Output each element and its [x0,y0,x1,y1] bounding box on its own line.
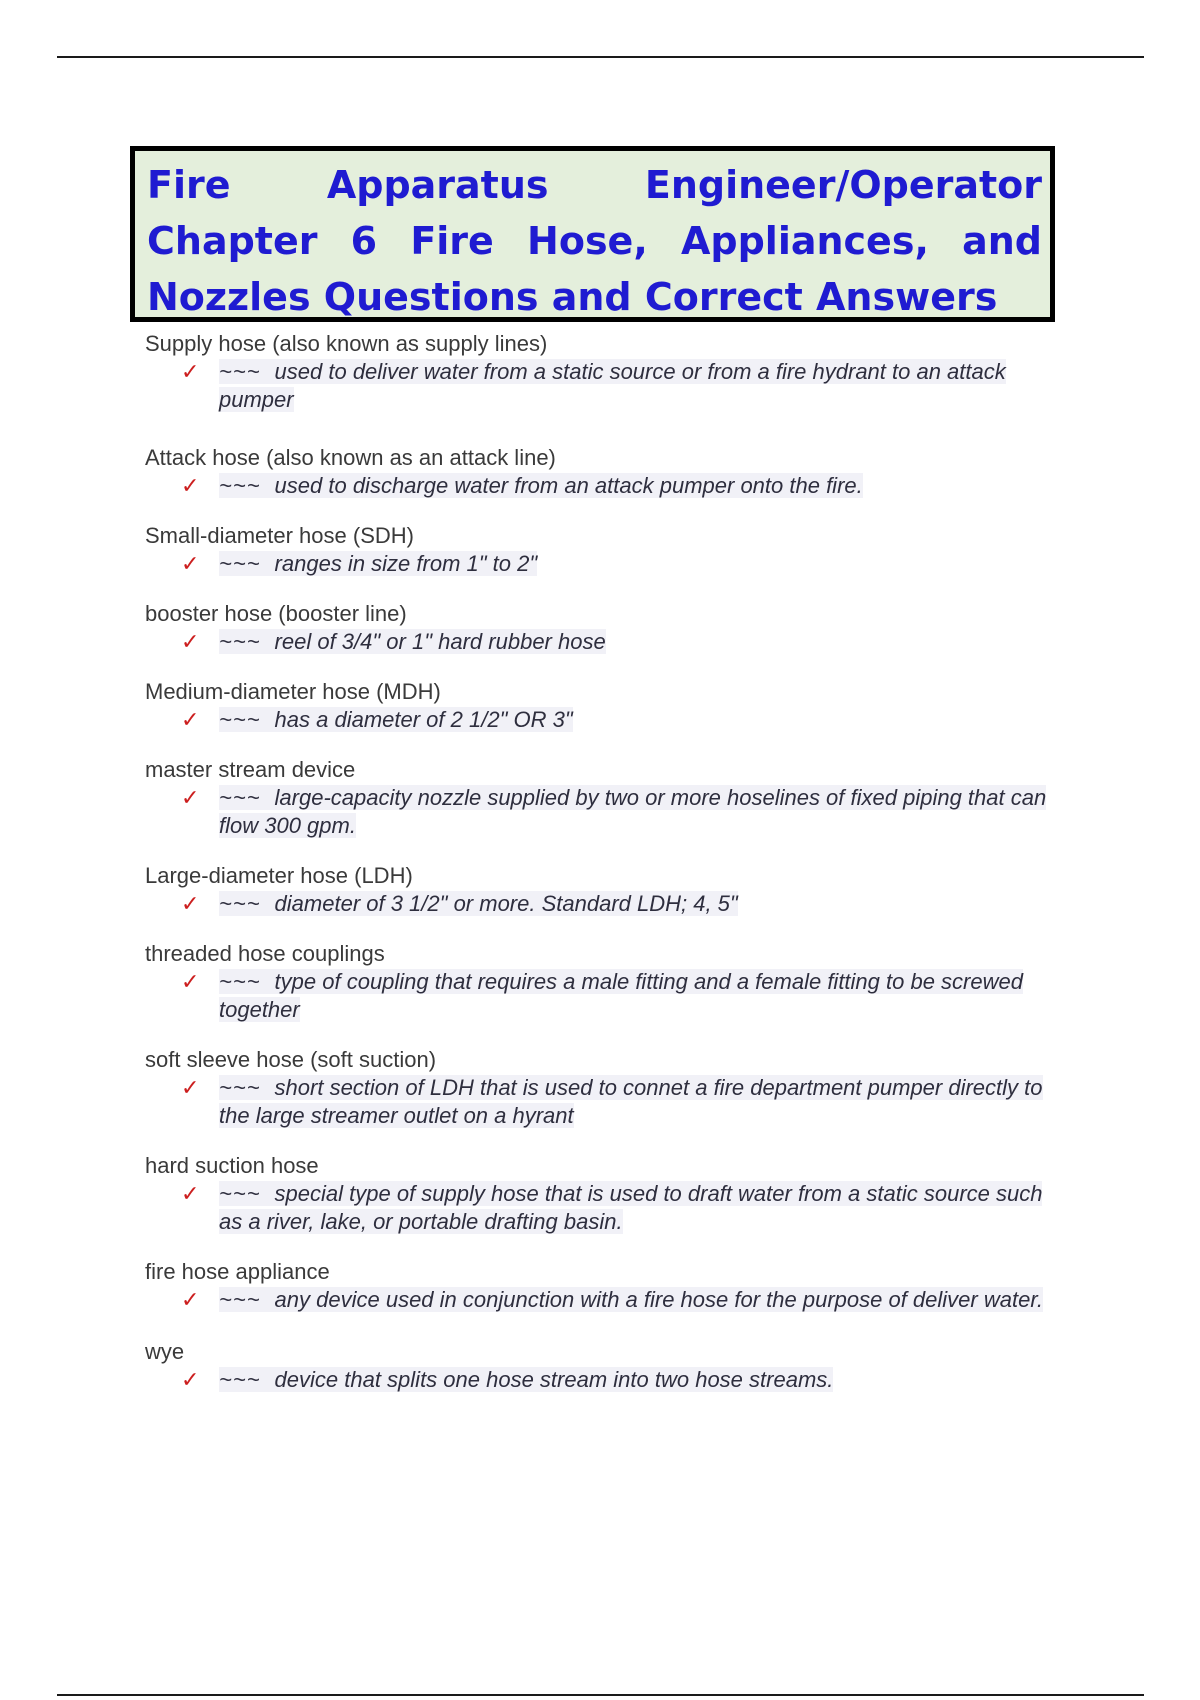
answer-row [145,890,1055,918]
answer-prefix: ~~~ [219,891,261,916]
checkmark-icon: ✓ [181,1181,200,1206]
question-text: master stream device [145,757,356,782]
answer-row [145,1366,1055,1394]
qa-item [145,1258,1055,1314]
answer-row [145,968,1055,1024]
answer-text [219,1075,1043,1128]
question-text: Medium-diameter hose (MDH) [145,679,441,704]
answer-body: has a diameter of 2 1/2" OR 3" [274,707,573,732]
answer-prefix: ~~~ [219,969,261,994]
question-text: Supply hose (also known as supply lines) [145,331,548,356]
answer-row [145,784,1055,840]
answer-text [219,473,863,498]
top-rule [57,56,1144,58]
answer-text [219,785,1046,838]
answer-prefix: ~~~ [219,551,261,576]
title-box [130,146,1055,322]
checkmark-icon: ✓ [181,473,200,498]
answer-body: large-capacity nozzle supplied by two or more hoselines of fixed piping that can flow 300 gpm. [219,785,1047,838]
answer-prefix: ~~~ [219,1075,261,1100]
qa-item [145,444,1055,500]
answer-row [145,1286,1055,1314]
answer-prefix: ~~~ [219,359,261,384]
document-title: Fire Apparatus Engineer/Operator Chapter 6 Fire Hose, Appliances, and Nozzles Questions and Correct Answers [147,163,1042,319]
answer-row [145,1180,1055,1236]
question-text: soft sleeve hose (soft suction) [145,1047,437,1072]
checkmark-icon: ✓ [181,969,200,994]
answer-text [219,359,1006,412]
bottom-rule [57,1694,1144,1696]
question-text: fire hose appliance [145,1259,330,1284]
answer-body: diameter of 3 1/2" or more. Standard LDH; 4, 5" [274,891,738,916]
answer-text [219,891,738,916]
checkmark-icon: ✓ [181,785,200,810]
answer-text [219,629,606,654]
question-text: booster hose (booster line) [145,601,407,626]
answer-body: type of coupling that requires a male fitting and a female fitting to be screwed together [219,969,1023,1022]
qa-item [145,1338,1055,1394]
answer-text [219,1181,1042,1234]
answer-prefix: ~~~ [219,1181,261,1206]
answer-body: reel of 3/4" or 1" hard rubber hose [274,629,606,654]
qa-item [145,940,1055,1024]
answer-prefix: ~~~ [219,707,261,732]
answer-prefix: ~~~ [219,473,261,498]
checkmark-icon: ✓ [181,1075,200,1100]
answer-text [219,1287,1043,1312]
question-text: wye [145,1339,185,1364]
answer-row [145,1074,1055,1130]
question-text: hard suction hose [145,1153,319,1178]
checkmark-icon: ✓ [181,1287,200,1312]
checkmark-icon: ✓ [181,629,200,654]
qa-item [145,600,1055,656]
answer-body: ranges in size from 1" to 2" [274,551,538,576]
answer-row [145,550,1055,578]
answer-text [219,969,1023,1022]
question-text: Attack hose (also known as an attack line) [145,445,556,470]
answer-text [219,551,537,576]
answer-text [219,707,573,732]
answer-body: used to discharge water from an attack pumper onto the fire. [274,473,863,498]
qa-item [145,678,1055,734]
question-text: threaded hose couplings [145,941,385,966]
qa-item [145,522,1055,578]
answer-text [219,1367,833,1392]
answer-row [145,358,1055,414]
answer-body: used to deliver water from a static source or from a fire hydrant to an attack pumper [219,359,1006,412]
checkmark-icon: ✓ [181,891,200,916]
answer-body: device that splits one hose stream into two hose streams. [274,1367,834,1392]
question-text: Small-diameter hose (SDH) [145,523,414,548]
qa-item [145,1152,1055,1236]
checkmark-icon: ✓ [181,359,200,384]
qa-item [145,756,1055,840]
checkmark-icon: ✓ [181,1367,200,1392]
checkmark-icon: ✓ [181,707,200,732]
answer-prefix: ~~~ [219,1367,261,1392]
qa-item [145,862,1055,918]
answer-body: short section of LDH that is used to connet a fire department pumper directly to the large streamer outlet on a hyrant [219,1075,1043,1128]
answer-row [145,706,1055,734]
answer-body: special type of supply hose that is used to draft water from a static source such as a river, lake, or portable drafting basin. [219,1181,1043,1234]
qa-item [145,330,1055,414]
answer-row [145,472,1055,500]
qa-item [145,1046,1055,1130]
answer-row [145,628,1055,656]
answer-prefix: ~~~ [219,629,261,654]
checkmark-icon: ✓ [181,551,200,576]
answer-prefix: ~~~ [219,785,261,810]
question-text: Large-diameter hose (LDH) [145,863,413,888]
answer-prefix: ~~~ [219,1287,261,1312]
qa-list [145,330,1055,1394]
answer-body: any device used in conjunction with a fire hose for the purpose of deliver water. [274,1287,1043,1312]
